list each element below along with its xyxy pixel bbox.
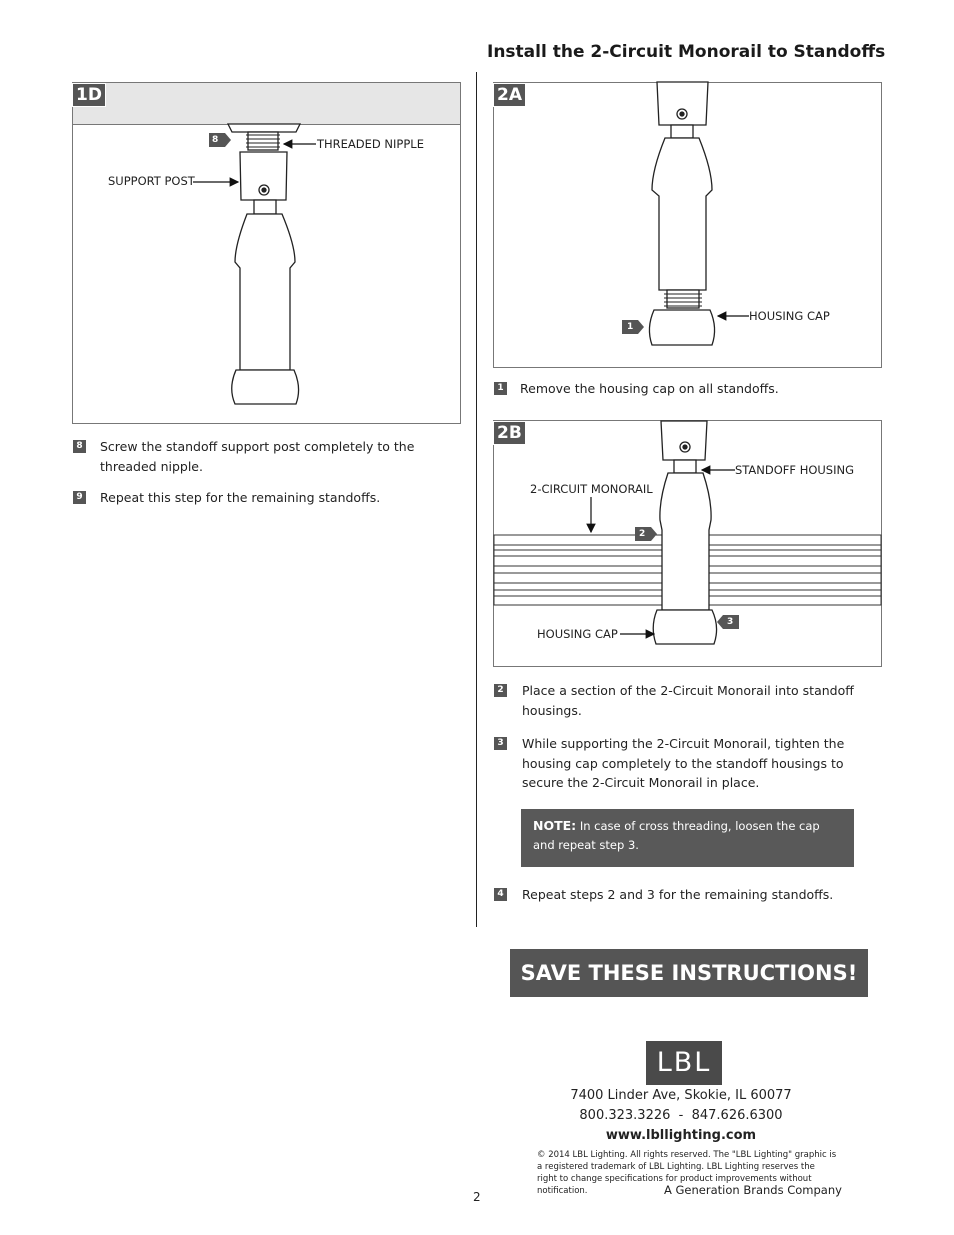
save-instructions-banner: SAVE THESE INSTRUCTIONS! [510, 949, 868, 997]
step-num: 8 [73, 440, 86, 453]
page-title: Install the 2-Circuit Monorail to Standoffs [487, 42, 886, 62]
standoff-2b [653, 421, 716, 644]
step-num: 4 [494, 888, 507, 901]
label-housing-cap-2b: HOUSING CAP [537, 627, 618, 641]
label-support-post: SUPPORT POST [108, 174, 195, 188]
callout-2: 2 [639, 529, 646, 539]
step-text: Screw the standoff support post completely to the threaded nipple. [100, 439, 415, 474]
step-num: 1 [494, 382, 507, 395]
phone-numbers: 800.323.3226 - 847.626.6300 [579, 1108, 783, 1123]
step-text: While supporting the 2-Circuit Monorail, tighten the housing cap completely to the standoff housings to secure the 2-Circuit Monorail in place. [522, 736, 845, 790]
label-monorail: 2-CIRCUIT MONORAIL [530, 482, 653, 496]
standoff-1d [228, 124, 300, 404]
callout-8: 8 [212, 135, 219, 145]
panel-tag-2b: 2B [493, 421, 526, 445]
step-num: 2 [494, 684, 507, 697]
label-threaded-nipple: THREADED NIPPLE [317, 137, 424, 151]
company-line: A Generation Brands Company [664, 1183, 842, 1197]
step-text: Repeat this step for the remaining standoffs. [100, 490, 381, 505]
step-text: Place a section of the 2-Circuit Monorail into standoff housings. [522, 683, 854, 718]
callout-1: 1 [627, 322, 634, 332]
note-text: In case of cross threading, loosen the cap and repeat step 3. [533, 819, 820, 852]
legal-text: © 2014 LBL Lighting. All rights reserved. The "LBL Lighting" graphic is a registered trademark of LBL Lighting. LBL Lighting reserves the right to change specifications for product improvements without notification. [537, 1150, 837, 1196]
label-standoff-housing: STANDOFF HOUSING [735, 463, 855, 477]
step-text: Remove the housing cap on all standoffs. [520, 381, 779, 396]
page-number: 2 [473, 1190, 481, 1204]
address: 7400 Linder Ave, Skokie, IL 60077 [570, 1088, 792, 1103]
note-box [521, 809, 854, 867]
step-num: 3 [494, 737, 507, 750]
lbl-logo: LBL [646, 1041, 722, 1085]
step-text: Repeat steps 2 and 3 for the remaining standoffs. [522, 887, 834, 902]
panel-tag-2a: 2A [493, 83, 526, 107]
label-housing-cap-2a: HOUSING CAP [749, 309, 830, 323]
panel-tag-1d: 1D [72, 83, 106, 107]
step-num: 9 [73, 491, 86, 504]
website-link[interactable]: www.lbllighting.com [605, 1128, 757, 1143]
callout-3: 3 [727, 617, 734, 627]
standoff-2a [649, 82, 714, 345]
note-label: NOTE: [533, 818, 577, 833]
